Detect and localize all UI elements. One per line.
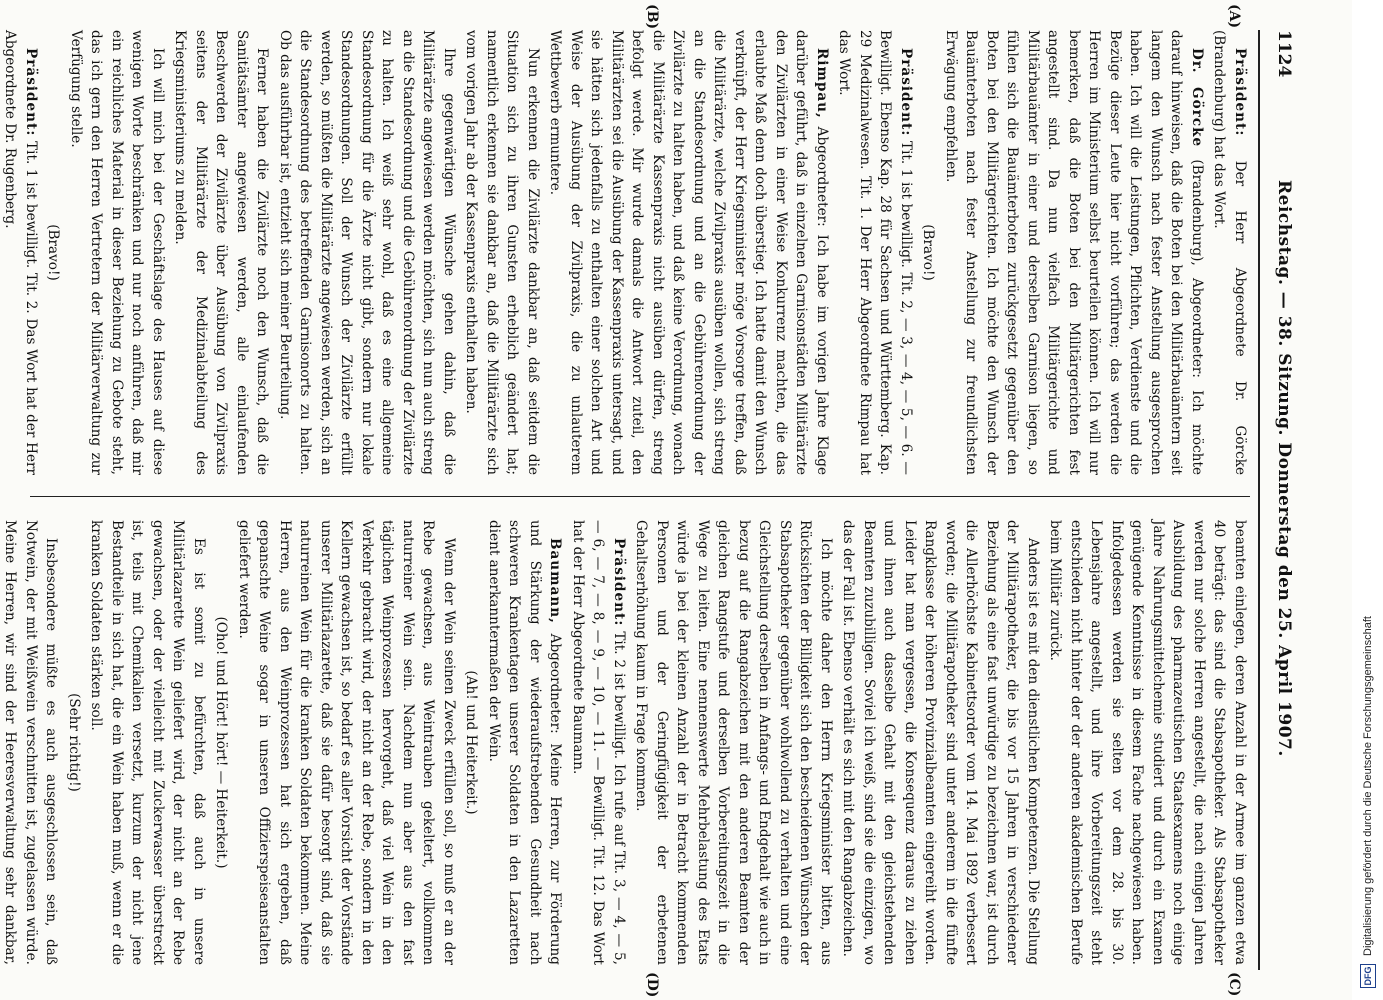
paragraph — [545, 30, 832, 475]
speech-text: Abgeordneter: Meine Herren, zur Förderung und Stärkung der wiederaufstrebenden Gesundheit nach schweren Krankentagen unserer Soldaten in den Lazaretten dient anerkanntermaßen der Wein. — [486, 520, 564, 965]
speech-text: Der Herr Abgeordnete Dr. Görcke (Brandenburg) hat das Wort. — [1211, 30, 1248, 475]
paragraph: Anders ist es mit den dienstlichen Kompetenzen. Die Stellung der Militärapotheker, die bis vor 15 Jahren in verschiedener Beziehung als eine fast unwürdige zu bezeichnen war, ist durch die Allerhöchste Kabinettsorder vom 14. Mai 1892 verbessert worden; die Militärapotheker sind unter anderem in die fünfte Rangklasse der höheren Provinzialbeamten eingereiht worden. Leider hat man vergessen, die Konsequenz daraus zu ziehen und ihnen auch dasselbe Gehalt mit den gleichstehenden Beamten zuzubilligen. Soviel ich weiß, sind sie die einzigen, wo das der Fall ist. Ebenso verhält es sich mit den Rangabzeichen. — [840, 520, 1041, 965]
paragraph — [0, 30, 41, 475]
paragraph — [1209, 30, 1250, 475]
reaction: (Sehr richtig!) — [66, 693, 82, 792]
speech-text: Tit. 1 ist bewilligt. Tit. 2. Das Wort hat der Herr Abgeordnete Dr. Rugenberg. — [2, 30, 39, 475]
paragraph: Wenn der Wein seinen Zweck erfüllen soll, so muß er an der Rebe gewachsen, aus Weintrauben gekeltert, vollkommen naturreiner Wein sein. Nachdem nun aber aus den fast täglichen Weinprozessen hervorgeht, daß viel Wein in den Verkehr gebracht wird, der nicht an der Rebe, sondern in den Kellern gewachsen ist, so bedarf es aller Vorsicht der Vorstände unserer Militärlazarette, daß sie dafür besorgt sind, daß sie naturreinen Wein für die kranken Soldaten bekommen. Meine Herren, aus den Weinprozessen hat sich ergeben, daß gepanschte Weine sogar in unseren Offizierspeiseanstalten geliefert werden. — [236, 520, 457, 965]
paragraph: Ich möchte daher den Herrn Kriegsminister bitten, aus Rücksichten der Billigkeit sich den bescheidenen Wünschen der Stabsapotheker gegenüber wohlwollend zu verhalten und eine Gleichstellung derselben in Anfangs- und Endgehalt wie auch in bezug auf die Rangabzeichen mit den anderen Beamten der gleichen Rangstufe und derselben Vorbereitungszeit in die Wege zu leiten. Eine nennenswerte Mehrbelastung des Etats würde ja bei der kleinen Anzahl der in Betracht kommenden Personen und der Geringfügigkeit der erbetenen Gehaltserhöhung kaum in Frage kommen. — [633, 520, 834, 965]
dfg-logo-icon: DFG — [1360, 964, 1376, 988]
left-column — [2, 30, 1250, 475]
paragraph: beamten einlegen, deren Anzahl in der Armee im ganzen etwa 40 beträgt: das sind die Stabsapotheker. Als Stabsapotheker werden nur solche Herren angestellt, die nach einigen Jahren Ausbildung des pharmazeutischen Staatsexamens noch einige Jahre Nahrungsmittelchemie studiert und durch ein Examen genügende Kenntnisse in diesem Fache nachgewiesen haben. Infolgedessen werden sie selten vor dem 28. bis 30. Lebensjahre angestellt, und ihre Vorbereitungszeit steht entschieden nicht hinter der der anderen akademischen Berufe beim Militär zurück. — [1047, 520, 1248, 965]
margin-marker-a: (A) — [1226, 4, 1242, 29]
digitization-credit-content — [1352, 0, 1383, 1000]
speaker-name: Präsident: — [611, 538, 627, 627]
margin-marker-b: (B) — [644, 4, 660, 30]
paragraph: Ihre gegenwärtigen Wünsche gehen dahin, daß die Militärärzte angewiesen werden möchten, sich nun auch streng an die Standesordnung und die Gebührenordnung der Zivilärzte zu halten. Ich weiß sehr wohl, daß es eine allgemeine Standesordnung für die Ärzte nicht gibt, sondern nur lokale Standesordnungen. Soll der Wunsch der Zivilärzte erfüllt werden, so müßten die Militärärzte angewiesen werden, sich an die Standesordnung des betreffenden Garnisonorts zu halten. Ob das ausführbar ist, entzieht sich meiner Beurteilung. — [277, 30, 457, 475]
speaker-name: Rimpau, — [814, 48, 830, 119]
paragraph: Es ist somit zu befürchten, daß auch in unsere Militärlazarette Wein geliefert wird, der nicht an der Rebe gewachsen, oder der vielleicht mit Zuckerwasser überstreckt ist, teils mit Chemikalien versetzt, kurzum der nicht jene Bestandteile in sich hat, die ein Wein haben muß, wenn er die kranken Soldaten stärken soll. — [88, 520, 207, 965]
speaker-name: Baumann, — [547, 538, 564, 624]
paragraph: Insbesondere müßte es auch ausgeschlossen sein, daß Notwein, der mit Weißwein verschnitten ist, zugelassen würde. Meine Herren, wir sind der Heeresverwaltung sehr dankbar, — [2, 520, 60, 965]
paragraph — [568, 520, 630, 965]
paragraph — [484, 520, 566, 965]
page-header — [1258, 30, 1300, 970]
speaker-name: Präsident: — [23, 48, 39, 137]
speech-text: Tit. 2 ist bewilligt. Ich rufe auf Tit. 3, — 4, — 5, — 6, — 7, — 8, — 9, — 10, — 11. — Bewilligt. Tit. 12. Das Wort hat der Herr Abgeordnete Baumann. — [570, 520, 627, 965]
paragraph: Ich will mich bei der Geschäftslage des Hauses auf diese wenigen Worte beschränken und nur noch anführen, daß mir ein reichliches Material in dieser Beziehung zu Gebote steht, das ich gern den Herren Vertretern der Militärverwaltung zur Verfügung stelle. — [68, 30, 166, 475]
speaker-name: Präsident: — [1232, 48, 1248, 137]
column-divider — [30, 496, 1250, 497]
paragraph: Nun erkennen die Zivilärzte dankbar an, daß seitdem die Situation sich zu ihren Gunsten erheblich geändert hat; namentlich erkennen sie dankbar an, daß die Militärärzte sich vom vorigen Jahr ab der Kassenpraxis enthalten haben. — [463, 30, 541, 475]
margin-marker-c: (C) — [1226, 972, 1242, 997]
reaction: (Bravo!) — [920, 224, 937, 281]
margin-marker-d: (D) — [644, 972, 660, 998]
digitization-credit-bar — [1352, 0, 1383, 1000]
reaction: (Oho! und Hört! hört! — Heiterkeit.) — [213, 616, 230, 869]
reaction: (Ah! und Heiterkeit.) — [463, 670, 480, 815]
page-number: 1124 — [1274, 30, 1294, 78]
right-column — [2, 520, 1250, 965]
paragraph — [941, 30, 1208, 475]
paragraph — [834, 30, 916, 475]
reaction: (Bravo!) — [45, 224, 62, 281]
speech-text: (Brandenburg), Abgeordneter: Ich möchte darauf hinweisen, daß die Boten bei den Militärbauämtern seit langem den Wunsch nach fester Anstellung ausgesprochen haben. Ich will die Leistungen, Pflichten, Verdienste und die Bezüge dieser Leute hier nicht vorführen; das werden die Herren im Ministerium selbst beurteilen können. Ich will nur bemerken, daß die Boten bei den Militärgerichten fest angestellt sind. Da nun vielfach Militärgerichte und Militärbauämter in einer und derselben Garnison liegen, so fühlen sich die Bauämterboten zurückgesetzt gegenüber den Boten bei den Militärgerichten. Ich möchte den Wunsch der Bauämterboten nach fester Anstellung zur freundlichsten Erwägung empfehlen. — [943, 30, 1205, 475]
speaker-name: Dr. Görcke — [1189, 48, 1205, 148]
speech-text: Tit. 1 ist bewilligt. Tit. 2, — 3, — 4, — 5, — 6. — Bewilligt. Ebenso Kap. 28 für Sachsen und Württemberg. Kap. 29 Medizinalwesen. Tit. 1. Der Herr Abgeordnete Rimpau hat das Wort. — [836, 30, 914, 475]
speaker-name: Präsident: — [898, 48, 914, 137]
digitization-credit-text: Digitalisierung gefördert durch die Deutsche Forschungsgemeinschaft — [1361, 616, 1374, 956]
paragraph: Ferner haben die Zivilärzte noch den Wunsch, daß die Sanitätsämter angewiesen werden, alle einlaufenden Beschwerden der Zivilärzte über Ausübung von Zivilpraxis seitens der Militärärzte der Medizinalabteilung des Kriegsministeriums zu melden. — [172, 30, 271, 475]
speech-text: Abgeordneter: Ich habe im vorigen Jahre Klage darüber geführt, daß in einzelnen Garnisonstädten Militärärzte den Zivilärzten in einer Weise Konkurrenz machten, die das erlaubte Maß denn doch überstieg. Ich hatte damit den Wunsch verknüpft, der Herr Kriegsminister möge Vorsorge treffen, daß die Militärärzte, welche Zivilpraxis ausüben wollen, sich streng an die Standesordnung und an die Gebührenordnung der Zivilärzte zu halten haben, und daß keine Verordnung, wonach die Militärärzte Kassenpraxis nicht ausüben dürfen, streng befolgt werde. Mir wurde damals die Antwort zuteil, den Militärärzten sei die Ausübung der Kassenpraxis untersagt, und sie hätten sich jedenfalls zu enthalten einer solchen Art und Weise der Ausübung der Zivilpraxis, die zu unlauterem Wettbewerb ermuntere. — [547, 30, 830, 475]
page-title: Reichstag. — 38. Sitzung. Donnerstag den 25. April 1907. — [1274, 180, 1294, 757]
